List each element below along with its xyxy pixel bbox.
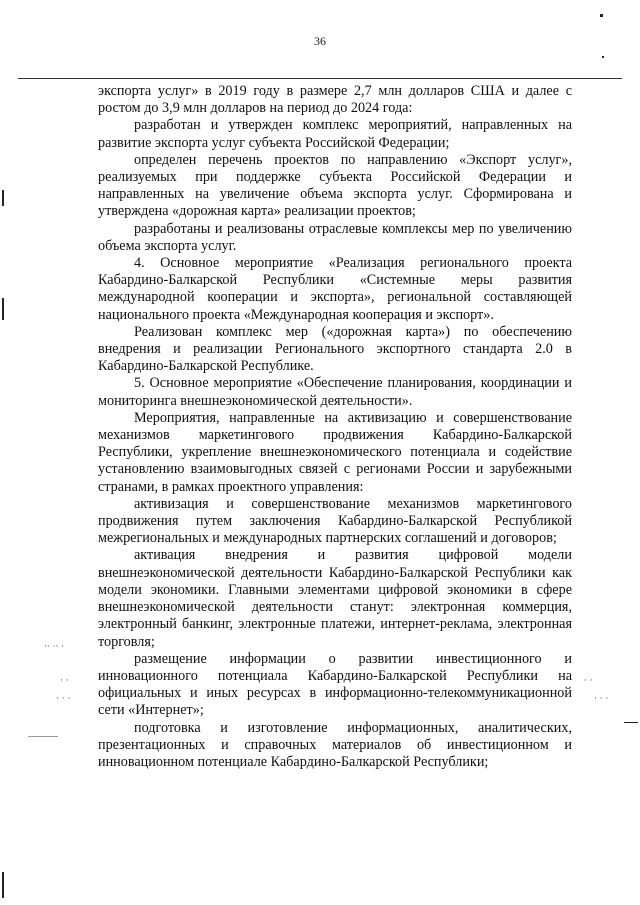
paragraph-7: 5. Основное мероприятие «Обеспечение планирования, координации и мониторинга внешнеэкономической деятельности».	[98, 375, 572, 409]
document-body	[98, 83, 572, 771]
scan-speck: · · ·	[594, 694, 609, 704]
scan-edge-mark	[2, 872, 4, 898]
paragraph-6: Реализован комплекс мер («дорожная карта») по обеспечению внедрения и реализации Регионального экспортного стандарта 2.0 в Кабардино-Балкарской Республике.	[98, 323, 572, 375]
scan-speck: ·· ·· ·	[44, 642, 65, 652]
paragraph-3: определен перечень проектов по направлению «Экспорт услуг», реализуемых при поддержке субъекта Российской Федерации и направленных на увеличение объема экспорта услуг. Сформирована и утверждена «дорожная карта» реализации проектов;	[98, 151, 572, 220]
paragraph-5: 4. Основное мероприятие «Реализация регионального проекта Кабардино-Балкарской Республики «Системные меры развития международной кооперации и экспорта», региональной составляющей национального проекта «Международная кооперация и экспорт».	[98, 255, 572, 323]
scan-edge-mark	[602, 56, 604, 58]
paragraph-10: активация внедрения и развития цифровой модели внешнеэкономической деятельности Кабардино-Балкарской Республики как модели экономики. Главными элементами цифровой экономики в сфере внешнеэкономической деятельности станут: электронная коммерция, электронный банкинг, электронные платежи, интернет-реклама, электронная торговля;	[98, 547, 572, 650]
paragraph-11: размещение информации о развитии инвестиционного и инновационного потенциала Кабардино-Балкарской Республики на официальных и иных ресурсах в информационно-телекоммуникационной сети «Интернет»;	[98, 650, 572, 719]
top-rule	[18, 78, 622, 79]
scan-edge-mark	[600, 14, 603, 17]
paragraph-4: разработаны и реализованы отраслевые комплексы мер по увеличению объема экспорта услуг.	[98, 220, 572, 254]
scan-speck: · ·	[60, 676, 69, 686]
scan-edge-mark	[624, 722, 638, 723]
scan-edge-mark	[2, 190, 4, 206]
paragraph-8: Мероприятия, направленные на активизацию и совершенствование механизмов маркетингового продвижения Кабардино-Балкарской Республики, укрепление внешнеэкономического потенциала и содействие установлению взаимовыгодных связей с регионами России и зарубежными странами, в рамках проектного управления:	[98, 409, 572, 495]
paragraph-9: активизация и совершенствование механизмов маркетингового продвижения путем заключения Кабардино-Балкарской Республикой межрегиональных и международных партнерских соглашений и договоров;	[98, 495, 572, 547]
scan-edge-mark	[2, 298, 4, 320]
scan-speck: · · ·	[56, 694, 71, 704]
scan-speck: · ·	[584, 676, 593, 686]
page-number: 36	[314, 34, 326, 48]
paragraph-12: подготовка и изготовление информационных, аналитических, презентационных и справочных материалов об инвестиционном и инновационном потенциале Кабардино-Балкарской Республики;	[98, 719, 572, 770]
scan-edge-mark	[28, 736, 58, 737]
paragraph-1: экспорта услуг» в 2019 году в размере 2,7 млн долларов США и далее с ростом до 3,9 млн долларов на период до 2024 года:	[98, 83, 572, 117]
paragraph-2: разработан и утвержден комплекс мероприятий, направленных на развитие экспорта услуг субъекта Российской Федерации;	[98, 117, 572, 151]
